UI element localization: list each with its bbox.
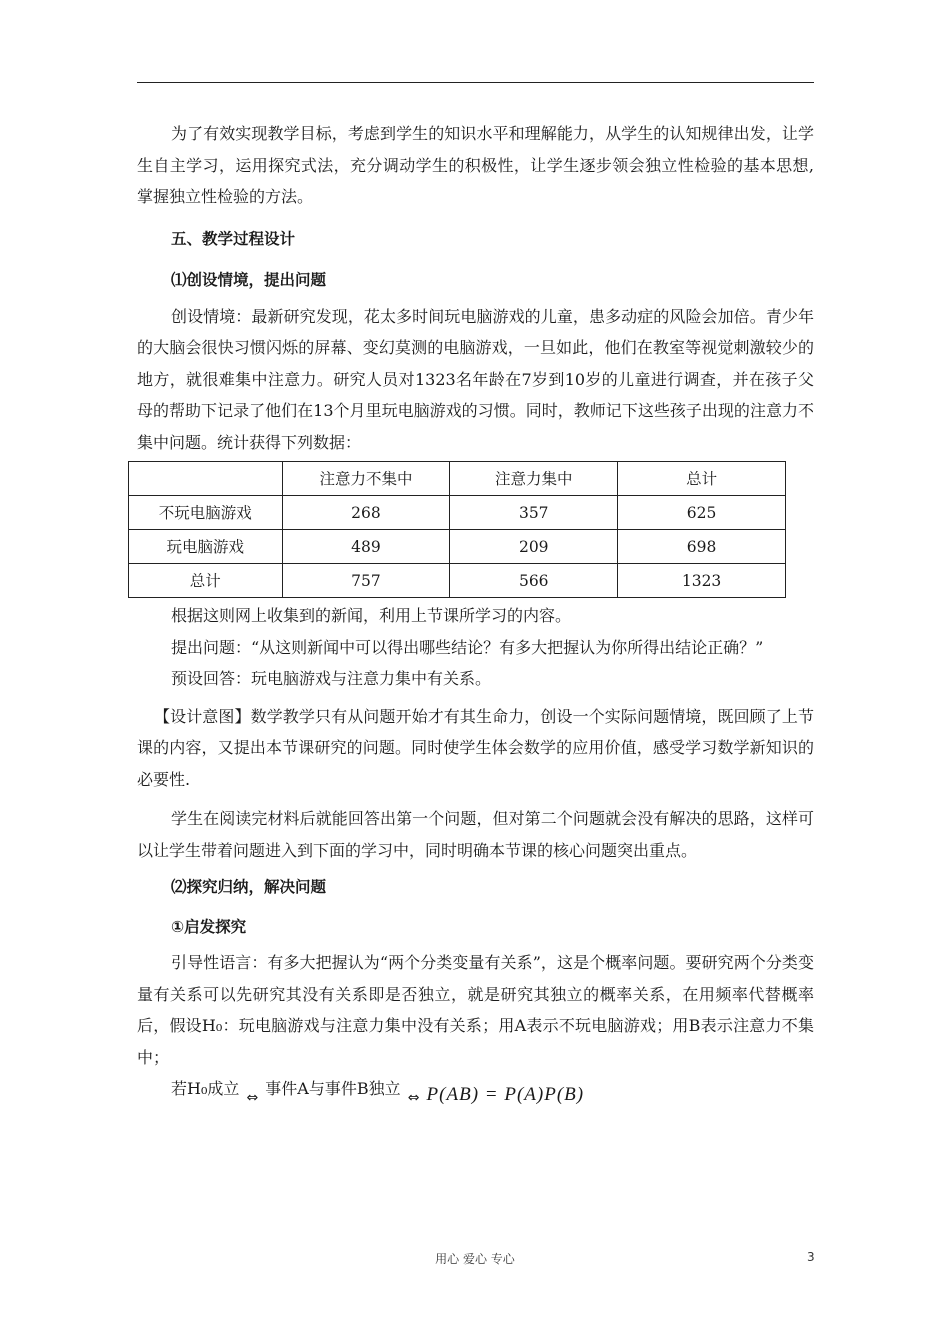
subsection-1-title: ⑴创设情境，提出问题 <box>171 271 327 289</box>
page-footer <box>0 1250 950 1267</box>
student-paragraph: 学生在阅读完材料后就能回答出第一个问题，但对第二个问题就会没有解决的思路，这样可以让学生带着问题进入到下面的学习中，同时明确本节课的核心问题突出重点。 <box>137 809 814 860</box>
table-cell: 625 <box>618 496 786 530</box>
page-number: 3 <box>807 1250 815 1264</box>
section-five-title: 五、教学过程设计 <box>171 229 296 248</box>
scenario-paragraph: 创设情境：最新研究发现，花太多时间玩电脑游戏的儿童，患多动症的风险会加倍。青少年的大脑会很快习惯闪烁的屏幕、变幻莫测的电脑游戏，一旦如此，他们在教室等视觉刺激较少的地方，就很难集中注意力。研究人员对1323名年龄在7岁到10岁的儿童进行调查，并在孩子父母的帮助下记录了他们在13个月里玩电脑游戏的习惯。同时，教师记下这些孩子出现的注意力不集中问题。统计获得下列数据： <box>137 306 814 452</box>
footer-motto: 用心 爱心 专心 <box>435 1252 515 1266</box>
subsection-2-title: ⑵探究归纳，解决问题 <box>171 878 327 896</box>
table-cell: 1323 <box>618 564 786 598</box>
sub-heading-1: ①启发探究 <box>171 917 247 936</box>
equivalence-arrow-icon: ⇔ <box>246 1090 259 1106</box>
table-cell: 757 <box>282 564 450 598</box>
design-intent-paragraph: 【设计意图】数学教学只有从问题开始才有其生命力，创设一个实际问题情境，既回顾了上节课的内容，又提出本节课研究的问题。同时使学生体会数学的应用价值，感受学习数学新知识的必要性. <box>137 706 814 789</box>
equivalence-arrow-icon: ⇔ <box>407 1090 420 1106</box>
table-row <box>129 530 786 564</box>
formula-line <box>137 1073 814 1113</box>
table-cell: 注意力集中 <box>450 462 618 496</box>
table-cell: 总计 <box>618 462 786 496</box>
question-line: 提出问题：“从这则新闻中可以得出哪些结论？有多大把握认为你所得出结论正确？” <box>171 637 764 657</box>
table-cell: 357 <box>450 496 618 530</box>
formula-condition: 若H₀成立 <box>171 1079 240 1098</box>
table-cell: 698 <box>618 530 786 564</box>
data-table <box>128 461 786 598</box>
page-content <box>137 118 814 1113</box>
table-header-row <box>129 462 786 496</box>
table-cell: 489 <box>282 530 450 564</box>
table-row <box>129 496 786 530</box>
guide-paragraph: 引导性语言：有多大把握认为“两个分类变量有关系”，这是个概率问题。要研究两个分类变量有关系可以先研究其没有关系即是否独立，就是研究其独立的概率关系，在用频率代替概率后，假设H₀：玩电脑游戏与注意力集中没有关系；用A表示不玩电脑游戏；用B表示注意力不集中； <box>137 953 814 1067</box>
table-cell <box>129 462 283 496</box>
table-cell: 566 <box>450 564 618 598</box>
table-cell: 总计 <box>129 564 283 598</box>
table-cell: 不玩电脑游戏 <box>129 496 283 530</box>
after-table-line: 根据这则网上收集到的新闻，利用上节课所学习的内容。 <box>171 606 572 625</box>
table-cell: 268 <box>282 496 450 530</box>
table-cell: 注意力不集中 <box>282 462 450 496</box>
header-rule <box>137 82 814 83</box>
table-cell: 玩电脑游戏 <box>129 530 283 564</box>
formula-probability: P(AB) = P(A)P(B) <box>426 1084 585 1105</box>
intro-paragraph: 为了有效实现教学目标，考虑到学生的知识水平和理解能力，从学生的认知规律出发，让学生自主学习，运用探究式法，充分调动学生的积极性，让学生逐步领会独立性检验的基本思想,掌握独立性检验的方法。 <box>137 124 814 206</box>
preset-answer-line: 预设回答：玩电脑游戏与注意力集中有关系。 <box>171 669 492 688</box>
table-row <box>129 564 786 598</box>
table-cell: 209 <box>450 530 618 564</box>
formula-independence: 事件A与事件B独立 <box>265 1079 401 1098</box>
